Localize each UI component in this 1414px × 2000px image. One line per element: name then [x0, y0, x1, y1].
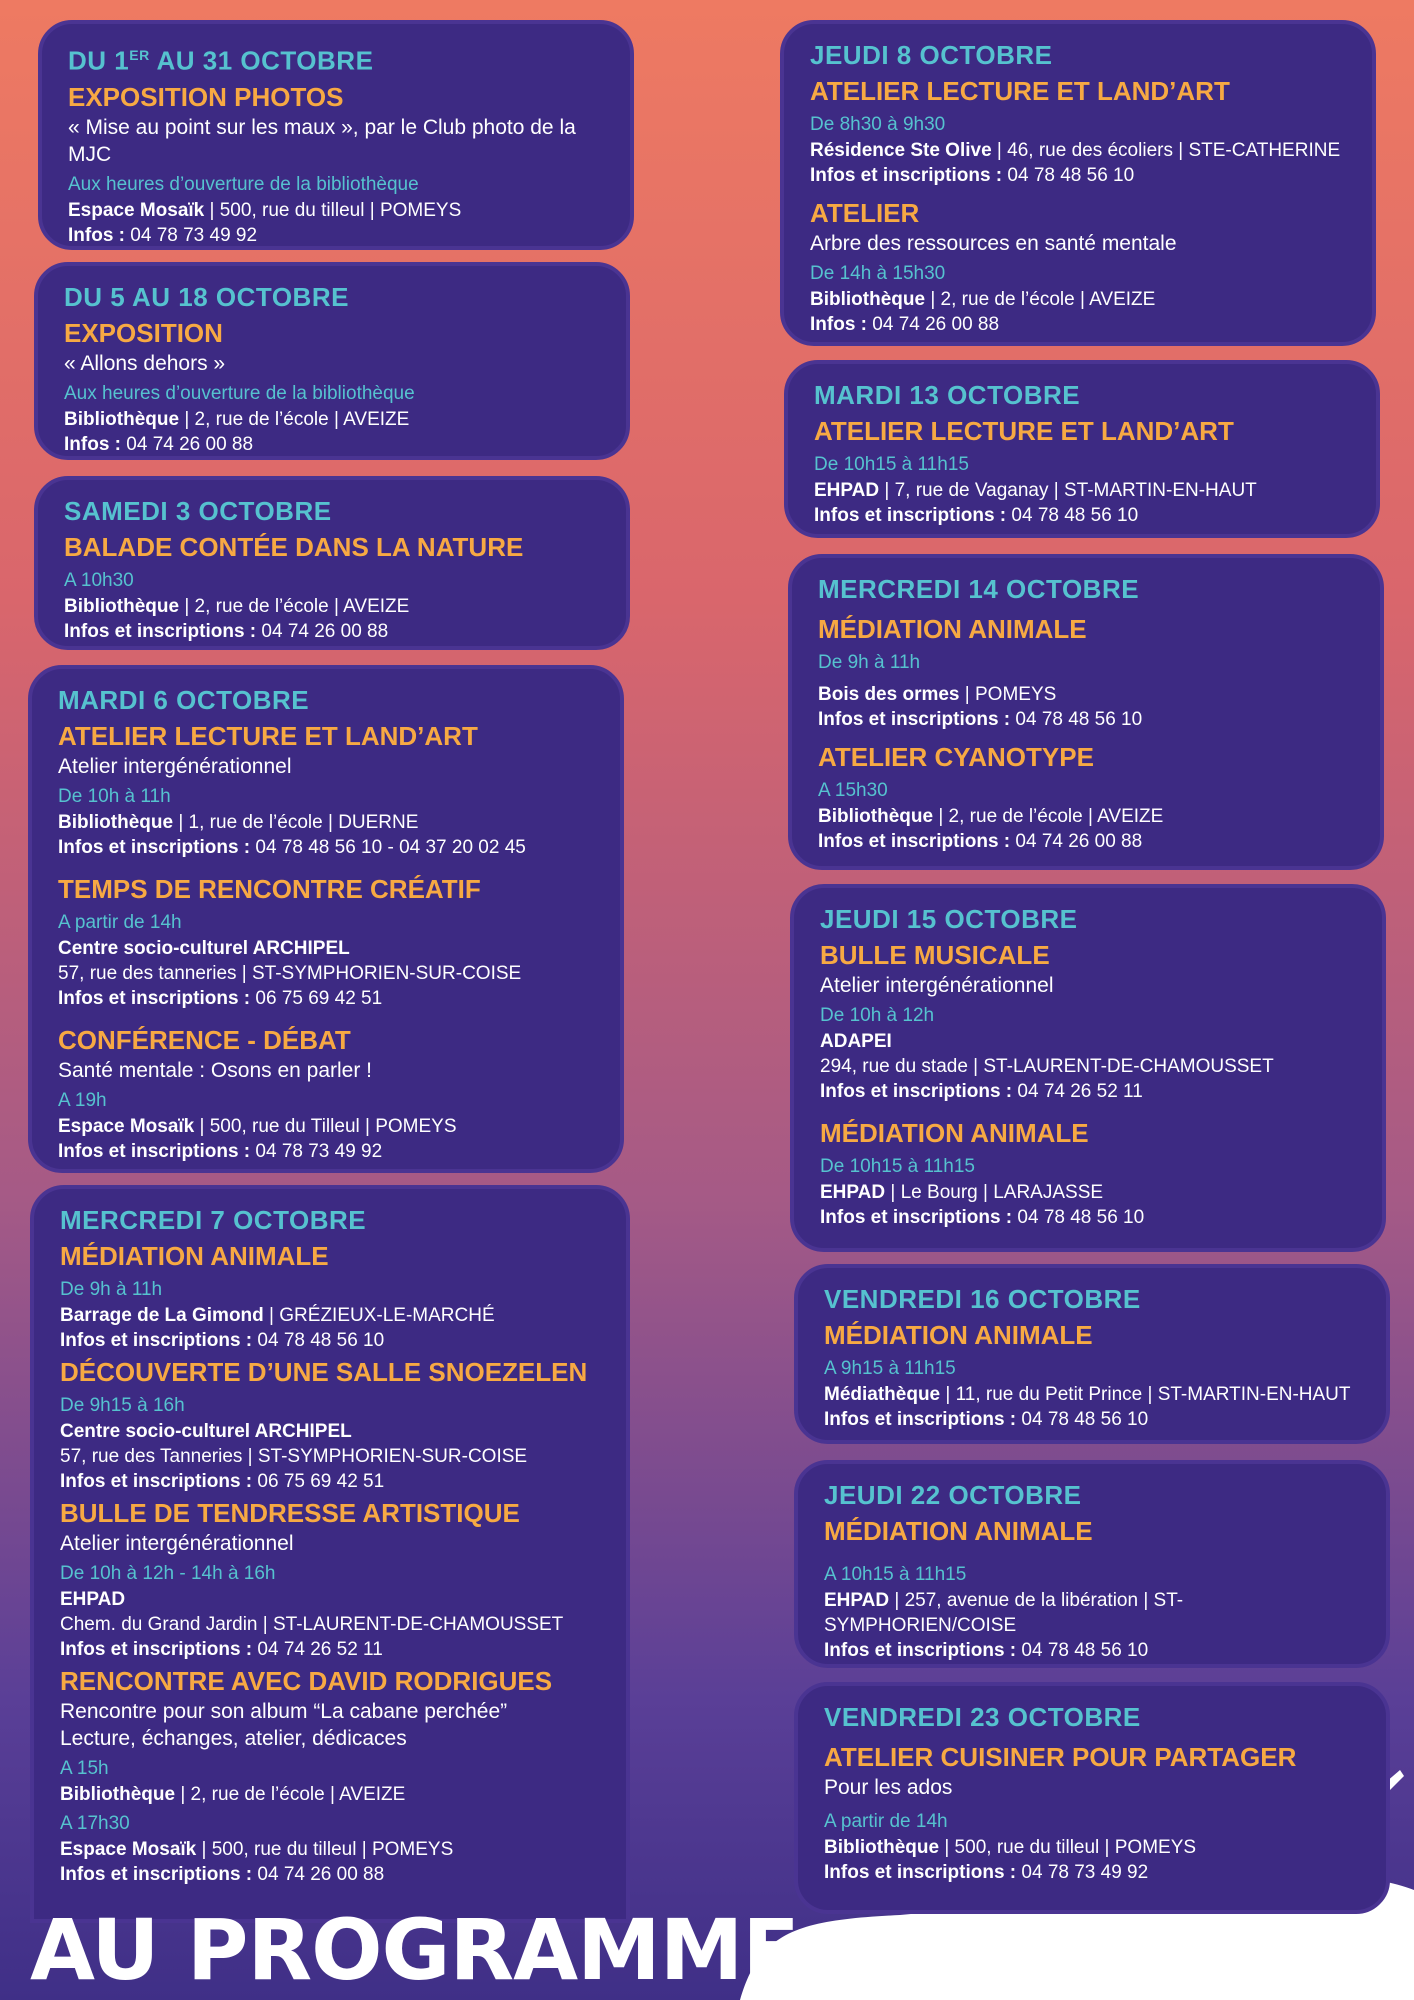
event-title: MÉDIATION ANIMALE — [824, 1320, 1093, 1350]
event-title: ATELIER CUISINER POUR PARTAGER — [824, 1742, 1297, 1772]
event-info: Infos et inscriptions : 06 75 69 42 51 — [60, 1471, 385, 1492]
event-card-mardi-13 — [784, 360, 1380, 538]
event-info: Infos : 04 74 26 00 88 — [810, 314, 1000, 335]
event-info: Infos et inscriptions : 04 78 48 56 10 — [810, 165, 1135, 186]
event-card-jeudi-22 — [794, 1460, 1390, 1668]
event-title: BULLE MUSICALE — [820, 940, 1050, 970]
event-title: MÉDIATION ANIMALE — [820, 1118, 1089, 1148]
event-address: 57, rue des Tanneries | ST-SYMPHORIEN-SUR-COISE — [60, 1446, 528, 1467]
event-info: Infos et inscriptions : 04 78 48 56 10 — [824, 1409, 1149, 1430]
event-subtitle: Rencontre pour son album “La cabane perchée” — [60, 1700, 508, 1723]
event-date: DU 5 AU 18 OCTOBRE — [64, 282, 349, 312]
event-time: A partir de 14h — [58, 912, 182, 933]
event-time: De 10h15 à 11h15 — [814, 454, 969, 475]
event-info: Infos et inscriptions : 06 75 69 42 51 — [58, 988, 383, 1009]
event-title: ATELIER LECTURE ET LAND’ART — [58, 721, 478, 751]
event-place: EHPAD | Le Bourg | LARAJASSE — [820, 1182, 1104, 1203]
event-date: VENDREDI 23 OCTOBRE — [824, 1702, 1141, 1732]
event-title: BALADE CONTÉE DANS LA NATURE — [64, 532, 524, 562]
event-date: DU 1ER AU 31 OCTOBRE — [68, 45, 374, 76]
event-title: MÉDIATION ANIMALE — [60, 1241, 329, 1271]
event-title: BULLE DE TENDRESSE ARTISTIQUE — [60, 1498, 520, 1528]
event-card-jeudi-8 — [780, 20, 1376, 346]
event-info: Infos et inscriptions : 04 78 73 49 92 — [58, 1141, 383, 1162]
event-title: ATELIER LECTURE ET LAND’ART — [814, 416, 1234, 446]
event-info: Infos et inscriptions : 04 74 26 52 11 — [60, 1639, 383, 1660]
event-info: Infos et inscriptions : 04 78 48 56 10 — [818, 709, 1143, 730]
event-date: JEUDI 8 OCTOBRE — [810, 40, 1053, 70]
event-date: JEUDI 22 OCTOBRE — [824, 1480, 1082, 1510]
event-subtitle: Lecture, échanges, atelier, dédicaces — [60, 1727, 407, 1750]
event-time: De 10h à 11h — [58, 786, 171, 807]
event-time: Aux heures d’ouverture de la bibliothèque — [64, 383, 415, 404]
event-date: JEUDI 15 OCTOBRE — [820, 904, 1078, 934]
event-place: EHPAD — [60, 1589, 126, 1610]
event-place: Bibliothèque | 2, rue de l’école | AVEIZE — [64, 596, 410, 617]
event-subtitle: Santé mentale : Osons en parler ! — [58, 1059, 373, 1082]
event-address: 57, rue des tanneries | ST-SYMPHORIEN-SUR-COISE — [58, 963, 522, 984]
event-place: Bibliothèque | 2, rue de l’école | AVEIZE — [60, 1784, 406, 1805]
event-place: Barrage de La Gimond | GRÉZIEUX-LE-MARCHÉ — [60, 1305, 495, 1326]
event-date: MARDI 13 OCTOBRE — [814, 380, 1081, 410]
event-info: Infos et inscriptions : 04 74 26 00 88 — [818, 831, 1143, 852]
event-subtitle: Atelier intergénérationnel — [58, 755, 292, 778]
event-place: Espace Mosaïk | 500, rue du tilleul | POMEYS — [68, 199, 462, 221]
event-place: Bois des ormes | POMEYS — [818, 684, 1057, 705]
event-info: Infos et inscriptions : 04 78 48 56 10 — [824, 1640, 1149, 1661]
event-card-balade-contee — [34, 476, 630, 650]
event-title: RENCONTRE AVEC DAVID RODRIGUES — [60, 1666, 553, 1696]
event-date: MARDI 6 OCTOBRE — [58, 685, 310, 715]
event-info: Infos et inscriptions : 04 74 26 00 88 — [64, 621, 389, 642]
event-place: Résidence Ste Olive | 46, rue des écoliers | STE-CATHERINE — [810, 140, 1341, 161]
event-card-mercredi-14 — [788, 554, 1384, 870]
event-time: De 9h à 11h — [818, 652, 921, 673]
event-place: EHPAD | 257, avenue de la libération | ST-SYMPHORIEN/COISE — [824, 1590, 1184, 1636]
event-info: Infos : 04 74 26 00 88 — [64, 434, 254, 455]
event-title: EXPOSITION — [64, 318, 223, 348]
event-title: CONFÉRENCE - DÉBAT — [58, 1025, 351, 1055]
event-title: DÉCOUVERTE D’UNE SALLE SNOEZELEN — [60, 1357, 588, 1387]
event-title: MÉDIATION ANIMALE — [824, 1516, 1093, 1546]
event-date: MERCREDI 14 OCTOBRE — [818, 574, 1140, 604]
event-info: Infos et inscriptions : 04 74 26 52 11 — [820, 1081, 1143, 1102]
event-time: De 9h à 11h — [60, 1279, 163, 1300]
event-title: ATELIER LECTURE ET LAND’ART — [810, 76, 1230, 106]
event-place: Bibliothèque | 2, rue de l’école | AVEIZE — [818, 806, 1164, 827]
event-title: TEMPS DE RENCONTRE CRÉATIF — [58, 874, 481, 904]
event-time: De 10h15 à 11h15 — [820, 1156, 975, 1177]
event-place: Bibliothèque | 2, rue de l’école | AVEIZE — [810, 289, 1156, 310]
event-place: Centre socio-culturel ARCHIPEL — [60, 1421, 352, 1442]
event-place: Médiathèque | 11, rue du Petit Prince | ST-MARTIN-EN-HAUT — [824, 1384, 1351, 1405]
event-date: VENDREDI 16 OCTOBRE — [824, 1284, 1141, 1314]
event-title: MÉDIATION ANIMALE — [818, 614, 1087, 644]
event-title: ATELIER — [810, 198, 920, 228]
event-time: A 10h15 à 11h15 — [824, 1564, 967, 1585]
event-info: Infos : 04 78 73 49 92 — [68, 224, 258, 246]
event-time: A partir de 14h — [824, 1811, 948, 1832]
event-time: A 15h — [60, 1758, 109, 1779]
event-subtitle: Atelier intergénérationnel — [60, 1532, 294, 1555]
event-time: De 9h15 à 16h — [60, 1395, 185, 1416]
event-info: Infos et inscriptions : 04 74 26 00 88 — [60, 1864, 385, 1885]
event-time: A 9h15 à 11h15 — [824, 1358, 956, 1379]
event-subtitle: Arbre des ressources en santé mentale — [810, 232, 1177, 255]
event-place: ADAPEI — [820, 1031, 892, 1052]
event-time: A 17h30 — [60, 1813, 130, 1834]
event-card-exposition-photos — [38, 20, 634, 250]
event-card-vendredi-23 — [794, 1682, 1390, 1914]
event-time: Aux heures d’ouverture de la bibliothèque — [68, 173, 419, 195]
event-card-jeudi-15 — [790, 884, 1386, 1252]
event-info: Infos et inscriptions : 04 78 48 56 10 — [814, 505, 1139, 526]
event-time: A 10h30 — [64, 570, 134, 591]
event-info: Infos et inscriptions : 04 78 48 56 10 — [60, 1330, 385, 1351]
event-card-exposition — [34, 262, 630, 460]
event-subtitle: « Mise au point sur les maux », par le Club photo de la MJC — [68, 115, 576, 166]
event-place: Espace Mosaïk | 500, rue du Tilleul | POMEYS — [58, 1116, 457, 1137]
event-subtitle: « Allons dehors » — [64, 352, 226, 375]
event-time: De 10h à 12h — [820, 1005, 935, 1026]
event-info: Infos et inscriptions : 04 78 73 49 92 — [824, 1862, 1149, 1883]
event-time: A 15h30 — [818, 780, 888, 801]
footer-title: AU PROGRAMME — [30, 1901, 799, 1999]
event-title: ATELIER CYANOTYPE — [818, 742, 1094, 772]
event-place: Espace Mosaïk | 500, rue du tilleul | POMEYS — [60, 1839, 454, 1860]
event-place: Bibliothèque | 2, rue de l’école | AVEIZE — [64, 409, 410, 430]
event-time: De 10h à 12h - 14h à 16h — [60, 1563, 276, 1584]
event-address: 294, rue du stade | ST-LAURENT-DE-CHAMOUSSET — [820, 1056, 1274, 1077]
event-subtitle: Pour les ados — [824, 1776, 953, 1799]
event-subtitle: Atelier intergénérationnel — [820, 974, 1054, 997]
event-place: Bibliothèque | 500, rue du tilleul | POMEYS — [824, 1837, 1197, 1858]
event-place: Bibliothèque | 1, rue de l’école | DUERNE — [58, 812, 419, 833]
event-card-vendredi-16 — [794, 1264, 1390, 1444]
event-place: EHPAD | 7, rue de Vaganay | ST-MARTIN-EN-HAUT — [814, 480, 1257, 501]
event-time: De 14h à 15h30 — [810, 263, 946, 284]
event-address: Chem. du Grand Jardin | ST-LAURENT-DE-CHAMOUSSET — [60, 1614, 564, 1635]
event-card-mardi-6 — [28, 665, 624, 1173]
event-info: Infos et inscriptions : 04 78 48 56 10 - 04 37 20 02 45 — [58, 837, 526, 858]
event-info: Infos et inscriptions : 04 78 48 56 10 — [820, 1207, 1145, 1228]
event-card-mercredi-7 — [30, 1185, 630, 1923]
event-place: Centre socio-culturel ARCHIPEL — [58, 938, 350, 959]
event-time: A 19h — [58, 1090, 107, 1111]
event-date: SAMEDI 3 OCTOBRE — [64, 496, 332, 526]
event-time: De 8h30 à 9h30 — [810, 114, 946, 135]
event-title: EXPOSITION PHOTOS — [68, 81, 344, 112]
event-date: MERCREDI 7 OCTOBRE — [60, 1205, 367, 1235]
